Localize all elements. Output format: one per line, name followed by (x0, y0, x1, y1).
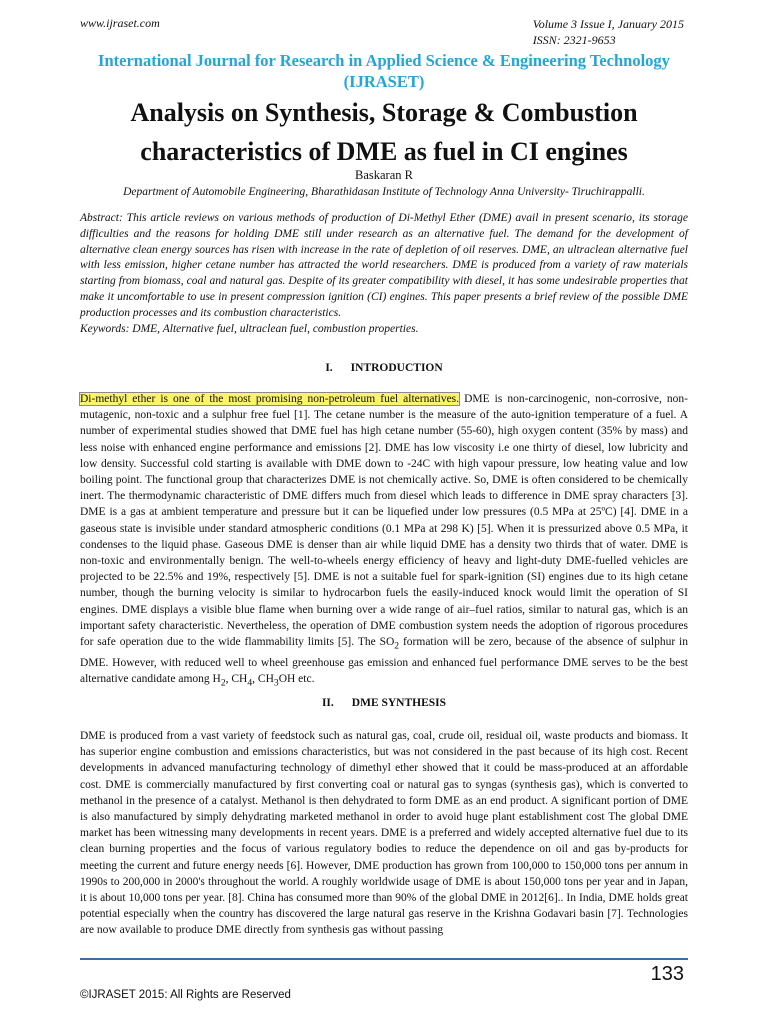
author-affiliation: Department of Automobile Engineering, Bharathidasan Institute of Technology Anna University- Tiruchirappalli. (123, 186, 645, 198)
paper-title: Analysis on Synthesis, Storage & Combustion characteristics of DME as fuel in CI engines (130, 98, 638, 166)
subscript: 2 (220, 677, 226, 689)
copyright-notice: ©IJRASET 2015: All Rights are Reserved (80, 989, 291, 1001)
intro-text-b: formation will be zero, because of the absence of sulphur in DME. However, with reduced well to wheel greenhouse gas emission and enhanced fuel performance DME serves to be the best alternative candidate among H (80, 636, 688, 685)
section-number: II. (321, 697, 334, 709)
author-name: Baskaran R (355, 168, 413, 182)
abstract-block (80, 211, 688, 337)
footer-rule (80, 958, 688, 960)
journal-name: International Journal for Research in Applied Science & Engineering Technology (IJRASET) (98, 51, 670, 91)
header-volume: Volume 3 Issue I, January 2015 (532, 17, 684, 31)
introduction-paragraph (80, 391, 688, 691)
keywords-text: Keywords: DME, Alternative fuel, ultraclean fuel, combustion properties. (80, 322, 419, 335)
introduction-body (80, 391, 688, 691)
header-issn: ISSN: 2321-9653 (532, 33, 616, 47)
section-number: I. (325, 362, 333, 374)
page-number: 133 (650, 963, 684, 985)
intro-text-e: OH etc. (278, 672, 315, 685)
header-issue-info (533, 16, 684, 48)
highlighted-sentence[interactable]: Di-methyl ether is one of the most promising non-petroleum fuel alternatives. (80, 393, 460, 405)
dme-synthesis-body (80, 728, 688, 939)
section-heading-dme-synthesis (0, 697, 768, 709)
section-heading-introduction (0, 362, 768, 374)
intro-text-a: DME is non-carcinogenic, non-corrosive, non-mutagenic, non-toxic and a sulphur free fuel [1]. The cetane number is the measure of the auto-ignition temperature of a fuel. A number of experimental studies showed that DME fuel has high cetane number (55-60), high oxygen content (35% by mass) and less noise with enhanced engine performance and emissions [2]. DME has low viscosity i.e one thirty of diesel, low lubricity and low density. Successful cold starting is available with DME down to -24C with high vapour pressure, low heating value and low boiling point. The functional group that characterizes DME is not chemically active. So, DME is often considered to be chemically inert. The thermodynamic characteristic of DME differs much from diesel which leads to difference in DME spray characters [3]. DME is a gas at ambient temperature and pressure but it can be liquefied under low pressures (0.5 MPa at 25ºC) [4]. DME in a gaseous state is invisible under standard atmospheric conditions (0.1 MPa at 298 K) [5]. When it is pressurized above 0.5 MPa, it condenses to the liquid phase. Gaseous DME is denser than air while liquid DME has a density two thirds that of water. DME is non-toxic and environmentally benign. The well-to-wheels energy efficiency of heavy and light-duty DME-fuelled vehicles are projected to be 22.5% and 19%, respectively [5]. DME is not a suitable fuel for spark-ignition (SI) engines due to its high cetane number, though the burning velocity is similar to hydrocarbon fuels the easily-induced knock would limit the operation of SI engines. DME displays a visible blue flame when burning over a wide range of air–fuel ratios, similar to natural gas, which is an important safety characteristic. Nevertheless, the operation of DME combustion system needs the adoption of rigorous procedures for safe operation due to the wide flammability limits [5]. The SO (80, 393, 688, 649)
subscript: 2 (394, 640, 400, 652)
dme-synthesis-paragraph: DME is produced from a vast variety of feedstock such as natural gas, coal, crude oil, residual oil, waste products and biomass. It has superior engine combustion and emissions characteristics, but was not considered in the past because of its high cost. Recent developments in advanced manufacturing technology of dimethyl ether showed that it could be mass-produced at an affordable cost. DME is commercially manufactured by first converting coal or natural gas to syngas (synthesis gas), which is converted to methanol in the presence of a catalyst. Methanol is then dehydrated to form DME as an end product. A significant portion of DME is also manufactured by simply dehydrating marketed methanol in order to avoid huge plant establishment cost The global DME market has been witnessing many developments in recent years. DME is a preferred and widely accepted alternative fuel due to its clean burning properties and the focus of various regulatory bodies to reduce the dependence on oil and gas by-products for meeting the current and future energy needs [6]. However, DME production has grown from 100,000 to 150,000 tons per annum in 1990s to 200,000 in 2000's throughout the world. A roughly worldwide usage of DME is about 150,000 tons per year and in Japan, it is about 10,000 tons per year. [8]. China has consumed more than 90% of the global DME in 2012[6].. In India, DME holds great potential especially when the country has discovered the large natural gas reserve in the Krishna Godavari basin [7]. Technologies are now available to produce DME directly from synthesis gas without passing (80, 730, 688, 937)
subscript: 3 (273, 677, 279, 689)
header-website: www.ijraset.com (80, 16, 160, 30)
intro-text-d: , CH (252, 672, 274, 685)
abstract-text: Abstract: This article reviews on various methods of production of Di-Methyl Ether (DME) avail in present scenario, its storage difficulties and the reasons for holding DME still under research as an alternative fuel. The demand for the development of alternative clean energy sources has risen with increase in the rate of depletion of oil reserves. DME, an ultraclean alternative fuel with less emission, higher cetane number has attracted the world researchers. DME is produced from a variety of raw materials starting from biomass, coal and natural gas. Despite of its greater compatibility with diesel, it has some undesirable properties that make it uncomfortable to use in present compression ignition (CI) engines. This paper presents a brief review of the possible DME production processes and its combustion characteristics. (80, 212, 688, 319)
intro-text-c: , CH (225, 672, 248, 685)
subscript: 4 (247, 677, 253, 689)
section-title: INTRODUCTION (350, 362, 443, 374)
section-title: DME SYNTHESIS (351, 697, 447, 709)
